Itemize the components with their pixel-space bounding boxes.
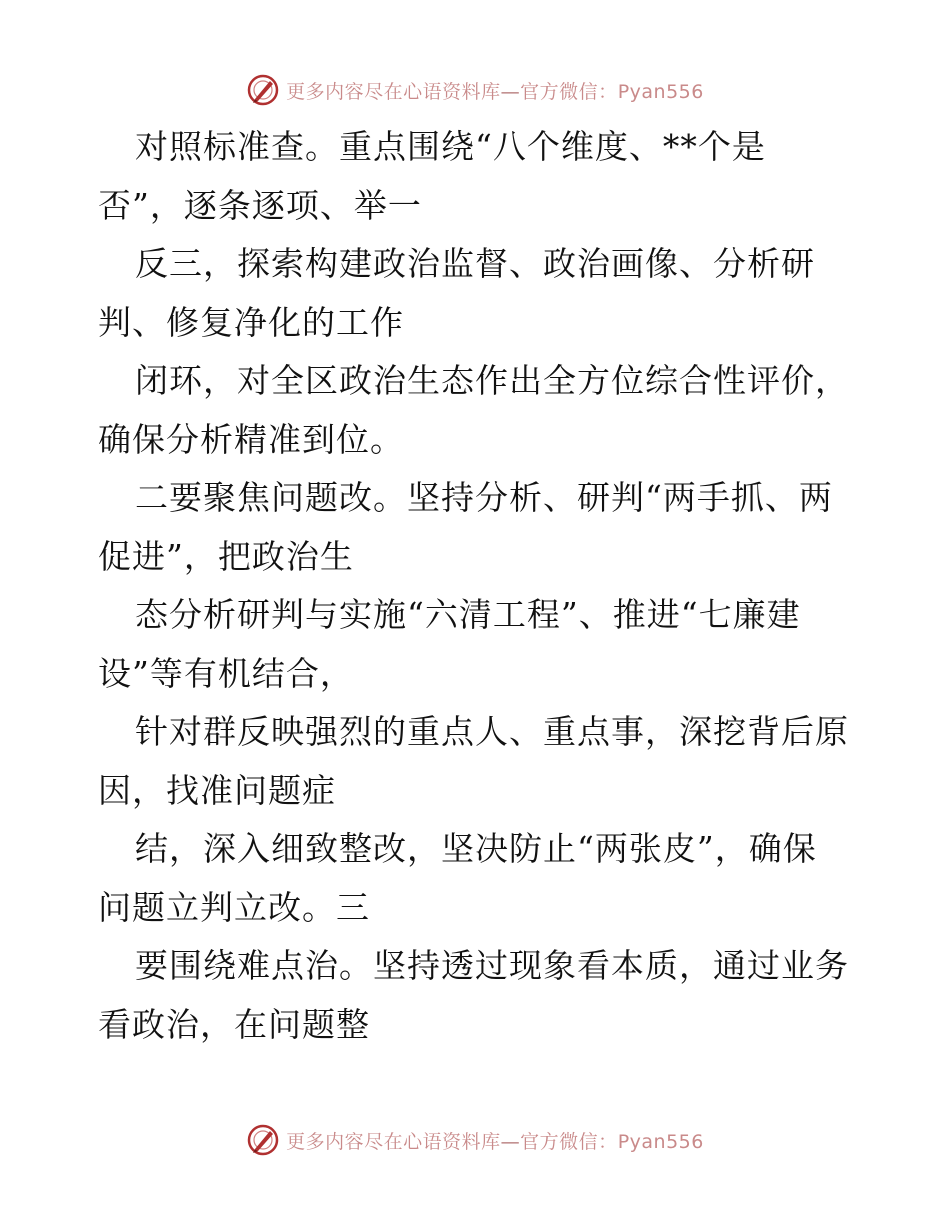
text-line: 要围绕难点治。坚持透过现象看本质，通过业务 bbox=[135, 946, 849, 985]
text-line: 对照标准查。重点围绕“八个维度、**个是 bbox=[135, 127, 766, 166]
text-line: 看政治，在问题整 bbox=[98, 1004, 370, 1044]
text-line: 反三，探索构建政治监督、政治画像、分析研 bbox=[135, 244, 815, 283]
banner-dash: — bbox=[500, 80, 521, 103]
text-line: 结，深入细致整改，坚决防止“两张皮”，确保 bbox=[135, 829, 817, 868]
banner-text: 更多内容尽在心语资料库 bbox=[286, 1130, 501, 1153]
text-line: 否”，逐条逐项、举一 bbox=[98, 185, 422, 225]
banner-dash: — bbox=[500, 1130, 521, 1153]
text-line: 问题立判立改。三 bbox=[98, 887, 370, 927]
text-line: 设”等有机结合， bbox=[98, 653, 354, 693]
text-line: 闭环，对全区政治生态作出全方位综合性评价， bbox=[135, 361, 849, 400]
banner-contact-label: 官方微信： bbox=[520, 80, 618, 103]
banner-text: 更多内容尽在心语资料库 bbox=[286, 80, 501, 103]
banner-wechat-id: Pyan556 bbox=[617, 80, 704, 103]
text-line: 态分析研判与实施“六清工程”、推进“七廉建 bbox=[135, 595, 801, 634]
text-line: 判、修复净化的工作 bbox=[98, 302, 404, 342]
text-line: 促进”，把政治生 bbox=[98, 536, 354, 576]
pen-logo-icon bbox=[246, 73, 280, 107]
text-line: 针对群反映强烈的重点人、重点事，深挖背后原 bbox=[135, 712, 849, 751]
pen-logo-icon bbox=[246, 1123, 280, 1157]
header-watermark-banner bbox=[0, 70, 950, 110]
document-body bbox=[98, 118, 858, 1054]
banner-contact-label: 官方微信： bbox=[520, 1130, 618, 1153]
text-line: 二要聚焦问题改。坚持分析、研判“两手抓、两 bbox=[135, 478, 833, 517]
text-line: 确保分析精准到位。 bbox=[98, 419, 404, 459]
banner-wechat-id: Pyan556 bbox=[617, 1130, 704, 1153]
text-line: 因，找准问题症 bbox=[98, 770, 336, 810]
footer-watermark-banner bbox=[0, 1120, 950, 1160]
